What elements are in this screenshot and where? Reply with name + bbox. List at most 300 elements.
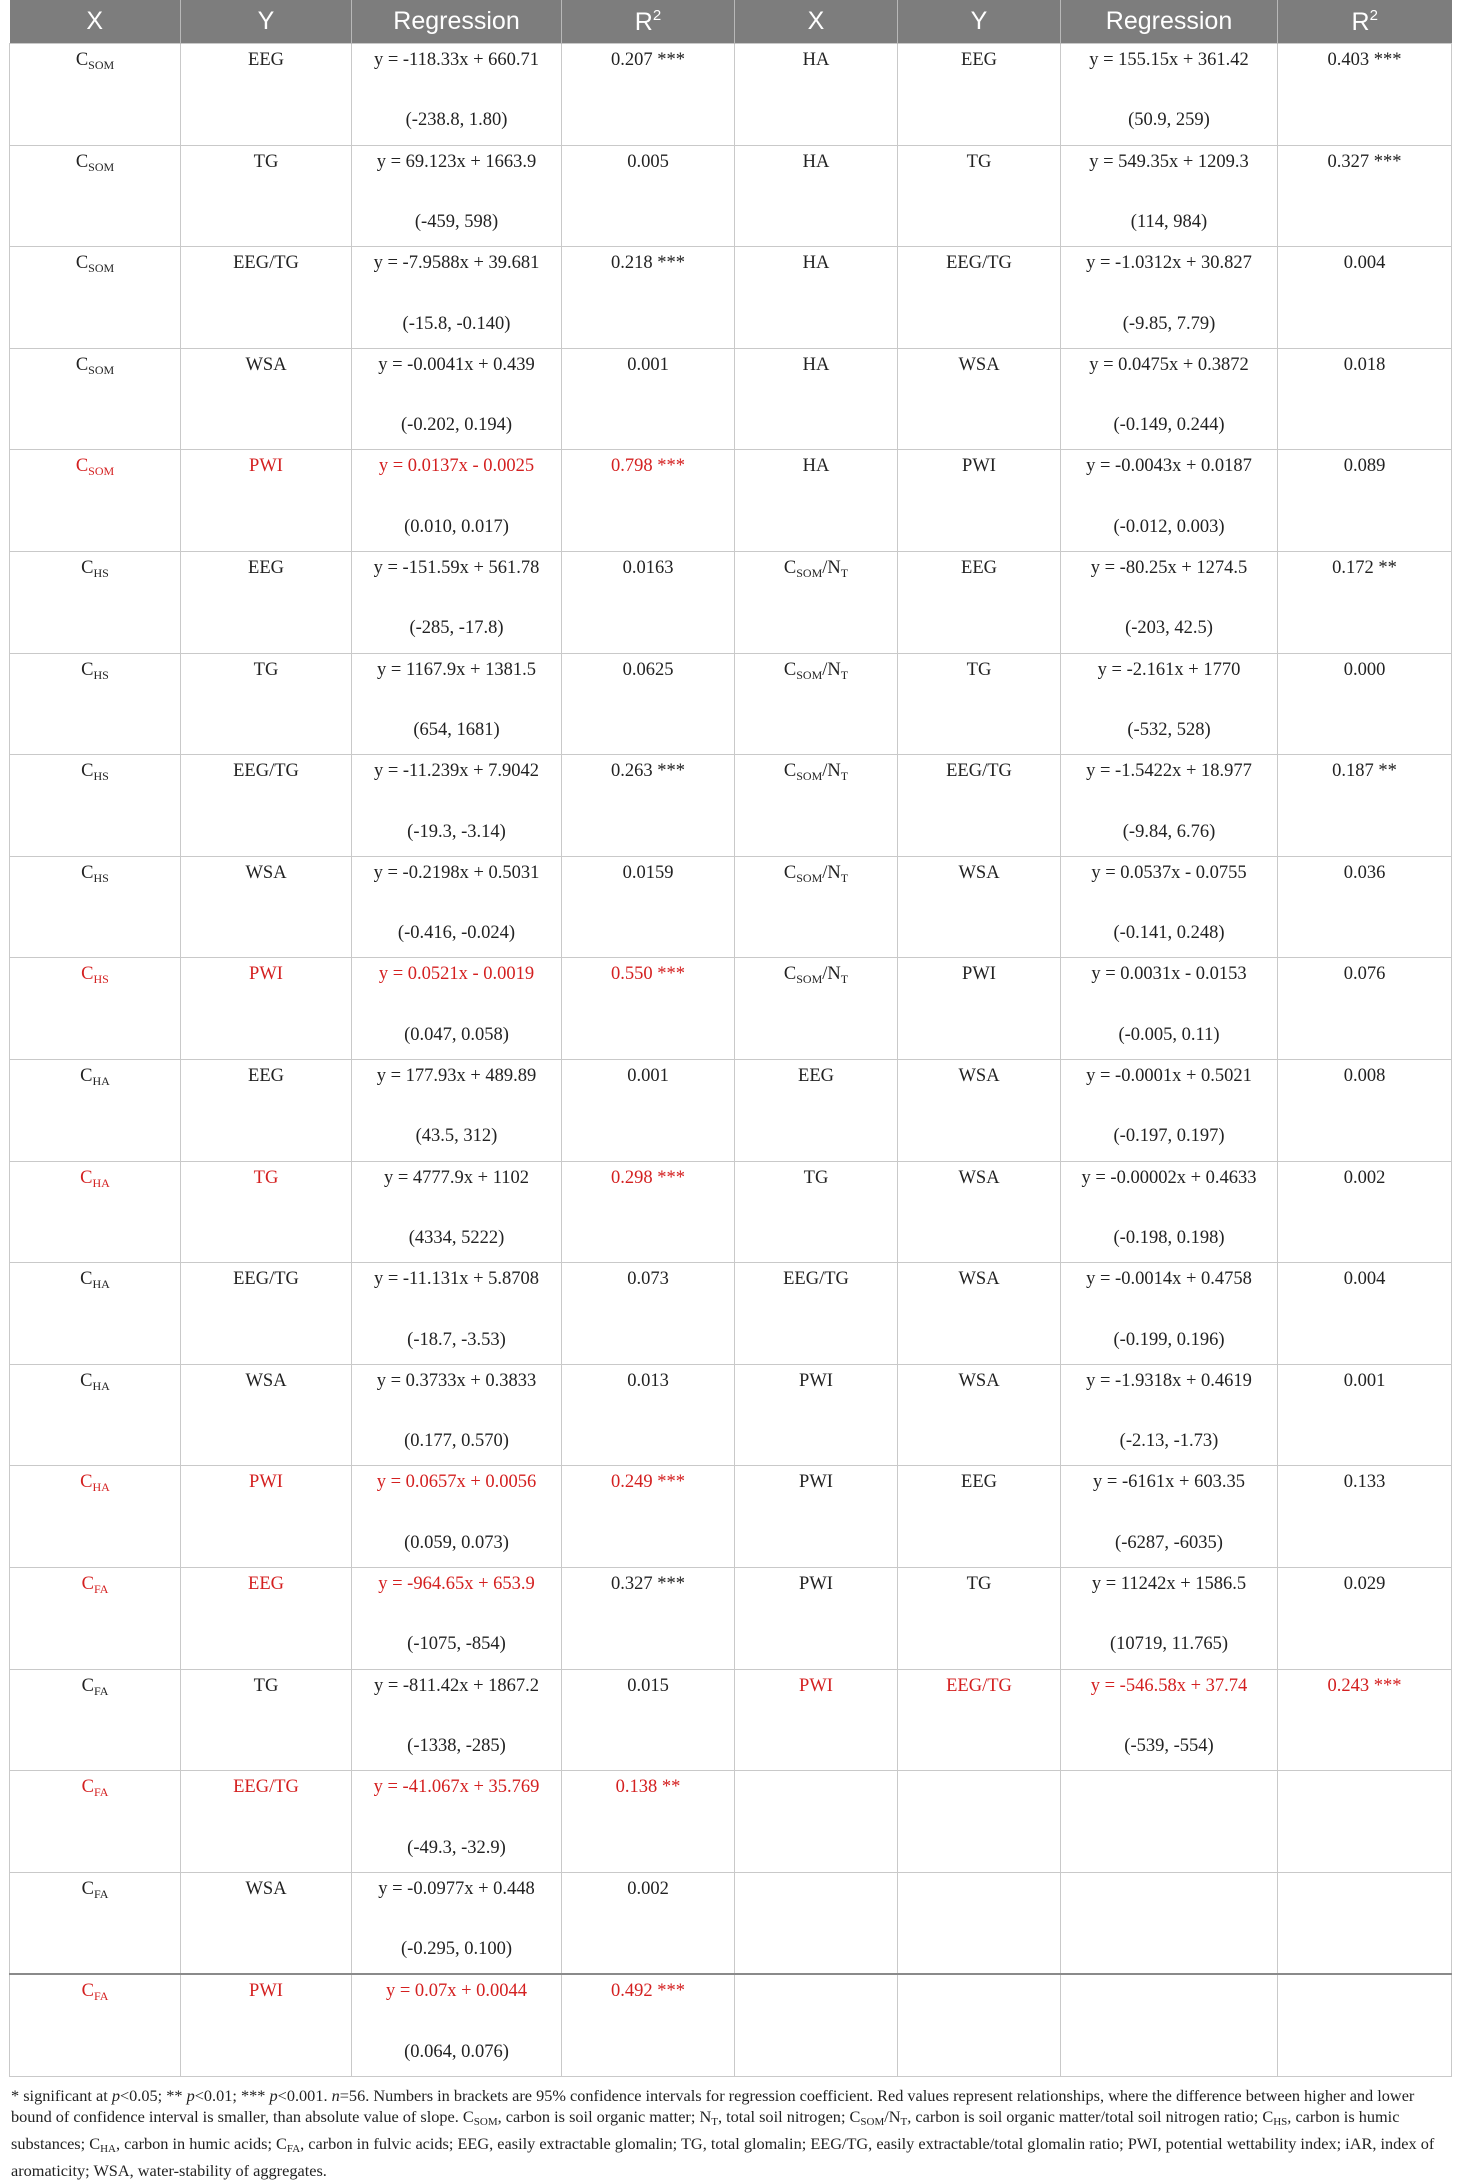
empty-cell xyxy=(10,1316,181,1364)
empty-cell xyxy=(562,504,735,552)
table-row xyxy=(10,1466,1452,1520)
empty-cell xyxy=(1278,1621,1452,1669)
y-cell-left: TG xyxy=(181,653,352,707)
r2-cell-right: 0.403 *** xyxy=(1278,44,1452,98)
y-cell-right: WSA xyxy=(898,1161,1061,1215)
x-cell-left: $C_{FA}$ xyxy=(10,1771,181,1825)
regression-cell-right: y = -1.0312x + 30.827 xyxy=(1061,247,1278,301)
x-cell-right: HA xyxy=(735,145,898,199)
table-row xyxy=(10,450,1452,504)
empty-cell xyxy=(735,1974,898,2028)
ci-cell-right: (-0.197, 0.197) xyxy=(1061,1113,1278,1161)
empty-cell xyxy=(1278,1012,1452,1060)
y-cell-right: PWI xyxy=(898,450,1061,504)
empty-cell xyxy=(181,402,352,450)
r2-cell-left: 0.138 ** xyxy=(562,1771,735,1825)
y-cell-left: TG xyxy=(181,1669,352,1723)
empty-cell xyxy=(735,2029,898,2077)
x-cell-right: $C_{SOM}/N_T$ xyxy=(735,856,898,910)
y-cell-right: EEG/TG xyxy=(898,247,1061,301)
ci-cell-right: (-0.141, 0.248) xyxy=(1061,910,1278,958)
ci-cell-left: (0.177, 0.570) xyxy=(352,1418,562,1466)
y-cell-right: EEG xyxy=(898,551,1061,605)
empty-cell xyxy=(1278,1316,1452,1364)
empty-cell xyxy=(735,1316,898,1364)
table-row xyxy=(10,44,1452,98)
ci-cell-right: (-0.198, 0.198) xyxy=(1061,1215,1278,1263)
empty-cell xyxy=(181,605,352,653)
y-cell-left: EEG xyxy=(181,551,352,605)
regression-cell-left: y = -11.131x + 5.8708 xyxy=(352,1263,562,1317)
table-row xyxy=(10,1059,1452,1113)
regression-cell-right: y = 549.35x + 1209.3 xyxy=(1061,145,1278,199)
empty-cell xyxy=(898,402,1061,450)
r2-cell-left: 0.073 xyxy=(562,1263,735,1317)
empty-cell xyxy=(10,910,181,958)
y-cell-left: EEG/TG xyxy=(181,1771,352,1825)
x-cell-left: $C_{HS}$ xyxy=(10,856,181,910)
header-y-left: Y xyxy=(181,0,352,44)
empty-cell xyxy=(181,1113,352,1161)
ci-cell-left: (654, 1681) xyxy=(352,707,562,755)
r2-cell-left: 0.218 *** xyxy=(562,247,735,301)
x-cell-right: $C_{SOM}/N_T$ xyxy=(735,958,898,1012)
empty-cell xyxy=(10,605,181,653)
x-cell-left: $C_{HA}$ xyxy=(10,1364,181,1418)
x-cell-left: $C_{SOM}$ xyxy=(10,247,181,301)
empty-cell xyxy=(10,1621,181,1669)
x-cell-right: $C_{SOM}/N_T$ xyxy=(735,653,898,707)
empty-cell xyxy=(562,300,735,348)
empty-cell xyxy=(898,2029,1061,2077)
regression-cell-left: y = -0.0041x + 0.439 xyxy=(352,348,562,402)
ci-cell-right: (-9.85, 7.79) xyxy=(1061,300,1278,348)
empty-cell xyxy=(562,1520,735,1568)
empty-cell xyxy=(898,1316,1061,1364)
x-cell-right: PWI xyxy=(735,1669,898,1723)
x-cell-right: $C_{SOM}/N_T$ xyxy=(735,755,898,809)
table-row-ci xyxy=(10,199,1452,247)
header-r2-left: $R^2$ xyxy=(562,0,735,44)
y-cell-right: WSA xyxy=(898,348,1061,402)
table-row-ci xyxy=(10,707,1452,755)
x-cell-right: HA xyxy=(735,247,898,301)
regression-cell-right: y = 11242x + 1586.5 xyxy=(1061,1567,1278,1621)
table-row xyxy=(10,1161,1452,1215)
empty-cell xyxy=(10,1520,181,1568)
x-cell-right: PWI xyxy=(735,1567,898,1621)
empty-cell xyxy=(1278,1824,1452,1872)
ci-cell-left: (-18.7, -3.53) xyxy=(352,1316,562,1364)
y-cell-left: EEG xyxy=(181,44,352,98)
table-row xyxy=(10,1872,1452,1926)
empty-cell xyxy=(1278,199,1452,247)
empty-cell xyxy=(562,1215,735,1263)
ci-cell-left: (-1075, -854) xyxy=(352,1621,562,1669)
y-cell-left: EEG/TG xyxy=(181,247,352,301)
regression-cell-left: y = 177.93x + 489.89 xyxy=(352,1059,562,1113)
empty-cell xyxy=(181,1824,352,1872)
r2-cell-left: 0.492 *** xyxy=(562,1974,735,2028)
r2-cell-right: 0.001 xyxy=(1278,1364,1452,1418)
empty-cell xyxy=(562,1113,735,1161)
table-row xyxy=(10,145,1452,199)
y-cell-right: TG xyxy=(898,145,1061,199)
empty-cell xyxy=(1061,2029,1278,2077)
empty-cell xyxy=(181,1215,352,1263)
ci-cell-right: (-0.199, 0.196) xyxy=(1061,1316,1278,1364)
y-cell-left: PWI xyxy=(181,1974,352,2028)
table-row-ci xyxy=(10,1316,1452,1364)
table-row-ci xyxy=(10,402,1452,450)
r2-cell-left: 0.001 xyxy=(562,1059,735,1113)
regression-cell-left: y = -11.239x + 7.9042 xyxy=(352,755,562,809)
empty-cell xyxy=(735,1872,898,1926)
r2-cell-right: 0.327 *** xyxy=(1278,145,1452,199)
empty-cell xyxy=(10,808,181,856)
regression-table xyxy=(9,0,1452,2077)
table-footnote: * significant at p<0.05; ** p<0.01; *** p<0.001. n=56. Numbers in brackets are 95% confidence intervals for regression coefficient. Red values represent relationships, where the difference between higher and lower bound of confidence interval is smaller, than absolute value of slope. $C_{SOM}$, carbon is soil organic matter; $N_T$, total soil nitrogen; $C_{SOM}/N_T$, carbon is soil organic matter/total soil nitrogen ratio; $C_{HS}$, carbon is humic substances; $C_{HA}$, carbon in humic acids; $C_{FA}$, carbon in fulvic acids; EEG, easily extractable glomalin; TG, total glomalin; EEG/TG, easily extractable/total glomalin ratio; PWI, potential wettability index; iAR, index of aromaticity; WSA, water-stability of aggregates. xyxy=(11,2085,1435,2180)
x-cell-right: PWI xyxy=(735,1466,898,1520)
ci-cell-left: (-1338, -285) xyxy=(352,1723,562,1771)
empty-cell xyxy=(10,1113,181,1161)
y-cell-left: TG xyxy=(181,145,352,199)
empty-cell xyxy=(1278,504,1452,552)
regression-cell-left: y = -7.9588x + 39.681 xyxy=(352,247,562,301)
empty-cell xyxy=(735,1824,898,1872)
empty-cell xyxy=(735,199,898,247)
empty-cell xyxy=(562,1824,735,1872)
empty-cell xyxy=(10,402,181,450)
empty-cell xyxy=(562,402,735,450)
ci-cell-right: (-539, -554) xyxy=(1061,1723,1278,1771)
empty-cell xyxy=(898,1723,1061,1771)
empty-cell xyxy=(1278,707,1452,755)
x-cell-right: $C_{SOM}/N_T$ xyxy=(735,551,898,605)
empty-cell xyxy=(735,1520,898,1568)
table-row xyxy=(10,856,1452,910)
ci-cell-right: (-0.005, 0.11) xyxy=(1061,1012,1278,1060)
y-cell-right: EEG/TG xyxy=(898,1669,1061,1723)
x-cell-left: $C_{FA}$ xyxy=(10,1872,181,1926)
empty-cell xyxy=(898,1771,1061,1825)
empty-cell xyxy=(898,1824,1061,1872)
empty-cell xyxy=(898,1872,1061,1926)
table-row xyxy=(10,247,1452,301)
table-row-ci xyxy=(10,1215,1452,1263)
r2-cell-left: 0.249 *** xyxy=(562,1466,735,1520)
y-cell-left: EEG/TG xyxy=(181,1263,352,1317)
regression-cell-left: y = 0.0137x - 0.0025 xyxy=(352,450,562,504)
y-cell-left: PWI xyxy=(181,1466,352,1520)
header-x-right: X xyxy=(735,0,898,44)
r2-cell-left: 0.001 xyxy=(562,348,735,402)
y-cell-left: WSA xyxy=(181,348,352,402)
x-cell-right: EEG/TG xyxy=(735,1263,898,1317)
r2-cell-left: 0.207 *** xyxy=(562,44,735,98)
empty-cell xyxy=(735,808,898,856)
ci-cell-left: (0.064, 0.076) xyxy=(352,2029,562,2077)
r2-cell-right: 0.133 xyxy=(1278,1466,1452,1520)
r2-cell-left: 0.798 *** xyxy=(562,450,735,504)
ci-cell-right: (-203, 42.5) xyxy=(1061,605,1278,653)
regression-cell-right: y = -0.0001x + 0.5021 xyxy=(1061,1059,1278,1113)
y-cell-right: WSA xyxy=(898,856,1061,910)
empty-cell xyxy=(898,199,1061,247)
empty-cell xyxy=(10,1926,181,1974)
empty-cell xyxy=(735,707,898,755)
ci-cell-right: (-6287, -6035) xyxy=(1061,1520,1278,1568)
empty-cell xyxy=(898,1926,1061,1974)
regression-table-container xyxy=(9,0,1451,2181)
empty-cell xyxy=(1278,1872,1452,1926)
empty-cell xyxy=(898,707,1061,755)
r2-cell-right: 0.018 xyxy=(1278,348,1452,402)
ci-cell-left: (-0.416, -0.024) xyxy=(352,910,562,958)
table-row-ci xyxy=(10,1113,1452,1161)
regression-cell-right: y = -0.0043x + 0.0187 xyxy=(1061,450,1278,504)
empty-cell xyxy=(898,1520,1061,1568)
empty-cell xyxy=(181,199,352,247)
empty-cell xyxy=(1278,910,1452,958)
table-row-ci xyxy=(10,605,1452,653)
ci-cell-left: (-15.8, -0.140) xyxy=(352,300,562,348)
empty-cell xyxy=(898,97,1061,145)
empty-cell xyxy=(898,300,1061,348)
table-row xyxy=(10,1771,1452,1825)
y-cell-left: TG xyxy=(181,1161,352,1215)
table-row-ci xyxy=(10,504,1452,552)
y-cell-left: PWI xyxy=(181,958,352,1012)
regression-cell-left: y = -0.2198x + 0.5031 xyxy=(352,856,562,910)
r2-cell-left: 0.015 xyxy=(562,1669,735,1723)
r2-cell-right: 0.000 xyxy=(1278,653,1452,707)
empty-cell xyxy=(562,1418,735,1466)
empty-cell xyxy=(10,707,181,755)
r2-cell-left: 0.002 xyxy=(562,1872,735,1926)
empty-cell xyxy=(735,402,898,450)
ci-cell-right: (-0.012, 0.003) xyxy=(1061,504,1278,552)
regression-cell-right: y = 155.15x + 361.42 xyxy=(1061,44,1278,98)
empty-cell xyxy=(562,2029,735,2077)
table-row xyxy=(10,1263,1452,1317)
regression-cell-right: y = -80.25x + 1274.5 xyxy=(1061,551,1278,605)
empty-cell xyxy=(735,1012,898,1060)
r2-cell-right: 0.004 xyxy=(1278,1263,1452,1317)
empty-cell xyxy=(181,808,352,856)
ci-cell-left: (0.010, 0.017) xyxy=(352,504,562,552)
x-cell-left: $C_{FA}$ xyxy=(10,1567,181,1621)
x-cell-left: $C_{HS}$ xyxy=(10,958,181,1012)
ci-cell-left: (43.5, 312) xyxy=(352,1113,562,1161)
empty-cell xyxy=(181,1621,352,1669)
r2-cell-right: 0.029 xyxy=(1278,1567,1452,1621)
empty-cell xyxy=(562,97,735,145)
r2-cell-left: 0.0625 xyxy=(562,653,735,707)
y-cell-right: WSA xyxy=(898,1364,1061,1418)
empty-cell xyxy=(181,300,352,348)
ci-cell-right: (50.9, 259) xyxy=(1061,97,1278,145)
x-cell-right: TG xyxy=(735,1161,898,1215)
regression-cell-right: y = 0.0031x - 0.0153 xyxy=(1061,958,1278,1012)
regression-cell-right: y = -546.58x + 37.74 xyxy=(1061,1669,1278,1723)
empty-cell xyxy=(735,1621,898,1669)
table-body xyxy=(10,44,1452,2077)
empty-cell xyxy=(10,1824,181,1872)
regression-cell-left: y = 69.123x + 1663.9 xyxy=(352,145,562,199)
regression-cell-right: y = -1.5422x + 18.977 xyxy=(1061,755,1278,809)
r2-cell-right: 0.002 xyxy=(1278,1161,1452,1215)
empty-cell xyxy=(898,605,1061,653)
empty-cell xyxy=(181,1926,352,1974)
header-regression-left: Regression xyxy=(352,0,562,44)
regression-cell-right: y = -6161x + 603.35 xyxy=(1061,1466,1278,1520)
empty-cell xyxy=(10,1012,181,1060)
empty-cell xyxy=(735,97,898,145)
y-cell-right: WSA xyxy=(898,1263,1061,1317)
empty-cell xyxy=(562,1723,735,1771)
empty-cell xyxy=(10,1215,181,1263)
regression-cell-left: y = -0.0977x + 0.448 xyxy=(352,1872,562,1926)
empty-cell xyxy=(735,1113,898,1161)
empty-cell xyxy=(1278,605,1452,653)
empty-cell xyxy=(735,300,898,348)
empty-cell xyxy=(898,808,1061,856)
empty-cell xyxy=(1278,1520,1452,1568)
table-row-ci xyxy=(10,300,1452,348)
empty-cell xyxy=(1061,1824,1278,1872)
empty-cell xyxy=(1278,1113,1452,1161)
empty-cell xyxy=(735,1215,898,1263)
table-row xyxy=(10,958,1452,1012)
x-cell-right: HA xyxy=(735,450,898,504)
x-cell-left: $C_{HA}$ xyxy=(10,1161,181,1215)
ci-cell-right: (10719, 11.765) xyxy=(1061,1621,1278,1669)
empty-cell xyxy=(1278,300,1452,348)
regression-cell-right: y = -1.9318x + 0.4619 xyxy=(1061,1364,1278,1418)
empty-cell xyxy=(1278,808,1452,856)
ci-cell-right: (-532, 528) xyxy=(1061,707,1278,755)
r2-cell-right: 0.243 *** xyxy=(1278,1669,1452,1723)
x-cell-left: $C_{FA}$ xyxy=(10,1669,181,1723)
table-row-ci xyxy=(10,1520,1452,1568)
empty-cell xyxy=(898,910,1061,958)
regression-cell-left: y = -118.33x + 660.71 xyxy=(352,44,562,98)
empty-cell xyxy=(10,97,181,145)
ci-cell-left: (0.047, 0.058) xyxy=(352,1012,562,1060)
y-cell-left: WSA xyxy=(181,856,352,910)
empty-cell xyxy=(562,199,735,247)
ci-cell-left: (-285, -17.8) xyxy=(352,605,562,653)
y-cell-left: WSA xyxy=(181,1872,352,1926)
ci-cell-left: (0.059, 0.073) xyxy=(352,1520,562,1568)
regression-cell-left: y = 0.07x + 0.0044 xyxy=(352,1974,562,2028)
y-cell-left: EEG/TG xyxy=(181,755,352,809)
y-cell-right: PWI xyxy=(898,958,1061,1012)
regression-cell-left: y = -811.42x + 1867.2 xyxy=(352,1669,562,1723)
x-cell-left: $C_{HS}$ xyxy=(10,653,181,707)
y-cell-left: PWI xyxy=(181,450,352,504)
empty-cell xyxy=(898,1215,1061,1263)
r2-cell-right: 0.036 xyxy=(1278,856,1452,910)
empty-cell xyxy=(735,1723,898,1771)
table-row xyxy=(10,1364,1452,1418)
x-cell-right: HA xyxy=(735,348,898,402)
r2-cell-left: 0.0159 xyxy=(562,856,735,910)
empty-cell xyxy=(562,1316,735,1364)
empty-cell xyxy=(898,1113,1061,1161)
empty-cell xyxy=(735,1418,898,1466)
y-cell-right: EEG xyxy=(898,44,1061,98)
header-r2-right: $R^2$ xyxy=(1278,0,1452,44)
ci-cell-right: (114, 984) xyxy=(1061,199,1278,247)
empty-cell xyxy=(181,1316,352,1364)
y-cell-right: EEG/TG xyxy=(898,755,1061,809)
r2-cell-right: 0.004 xyxy=(1278,247,1452,301)
table-row xyxy=(10,653,1452,707)
empty-cell xyxy=(1278,402,1452,450)
empty-cell xyxy=(562,1926,735,1974)
x-cell-left: $C_{SOM}$ xyxy=(10,145,181,199)
empty-cell xyxy=(1278,1926,1452,1974)
header-regression-right: Regression xyxy=(1061,0,1278,44)
empty-cell xyxy=(10,1723,181,1771)
empty-cell xyxy=(1278,1974,1452,2028)
ci-cell-left: (-459, 598) xyxy=(352,199,562,247)
r2-cell-left: 0.298 *** xyxy=(562,1161,735,1215)
x-cell-left: $C_{HA}$ xyxy=(10,1263,181,1317)
table-row xyxy=(10,755,1452,809)
y-cell-right: TG xyxy=(898,1567,1061,1621)
empty-cell xyxy=(562,1012,735,1060)
empty-cell xyxy=(735,910,898,958)
empty-cell xyxy=(1061,1926,1278,1974)
empty-cell xyxy=(562,1621,735,1669)
empty-cell xyxy=(181,1520,352,1568)
header-row xyxy=(10,0,1452,44)
x-cell-right: HA xyxy=(735,44,898,98)
ci-cell-left: (-19.3, -3.14) xyxy=(352,808,562,856)
empty-cell xyxy=(562,910,735,958)
table-row xyxy=(10,348,1452,402)
table-row xyxy=(10,1567,1452,1621)
regression-cell-left: y = 0.0657x + 0.0056 xyxy=(352,1466,562,1520)
r2-cell-left: 0.0163 xyxy=(562,551,735,605)
y-cell-left: EEG xyxy=(181,1059,352,1113)
x-cell-left: $C_{HA}$ xyxy=(10,1466,181,1520)
regression-cell-left: y = -964.65x + 653.9 xyxy=(352,1567,562,1621)
empty-cell xyxy=(181,2029,352,2077)
r2-cell-left: 0.263 *** xyxy=(562,755,735,809)
table-row-ci xyxy=(10,1621,1452,1669)
empty-cell xyxy=(1278,1215,1452,1263)
regression-cell-right: y = -0.00002x + 0.4633 xyxy=(1061,1161,1278,1215)
r2-cell-right: 0.187 ** xyxy=(1278,755,1452,809)
r2-cell-left: 0.013 xyxy=(562,1364,735,1418)
table-row-ci xyxy=(10,1824,1452,1872)
regression-cell-left: y = -41.067x + 35.769 xyxy=(352,1771,562,1825)
ci-cell-right: (-2.13, -1.73) xyxy=(1061,1418,1278,1466)
y-cell-right: WSA xyxy=(898,1059,1061,1113)
regression-cell-right: y = 0.0475x + 0.3872 xyxy=(1061,348,1278,402)
regression-cell-right: y = -2.161x + 1770 xyxy=(1061,653,1278,707)
x-cell-left: $C_{SOM}$ xyxy=(10,348,181,402)
empty-cell xyxy=(181,707,352,755)
empty-cell xyxy=(181,1012,352,1060)
table-row-ci xyxy=(10,1418,1452,1466)
x-cell-left: $C_{HS}$ xyxy=(10,551,181,605)
table-row xyxy=(10,1974,1452,2028)
